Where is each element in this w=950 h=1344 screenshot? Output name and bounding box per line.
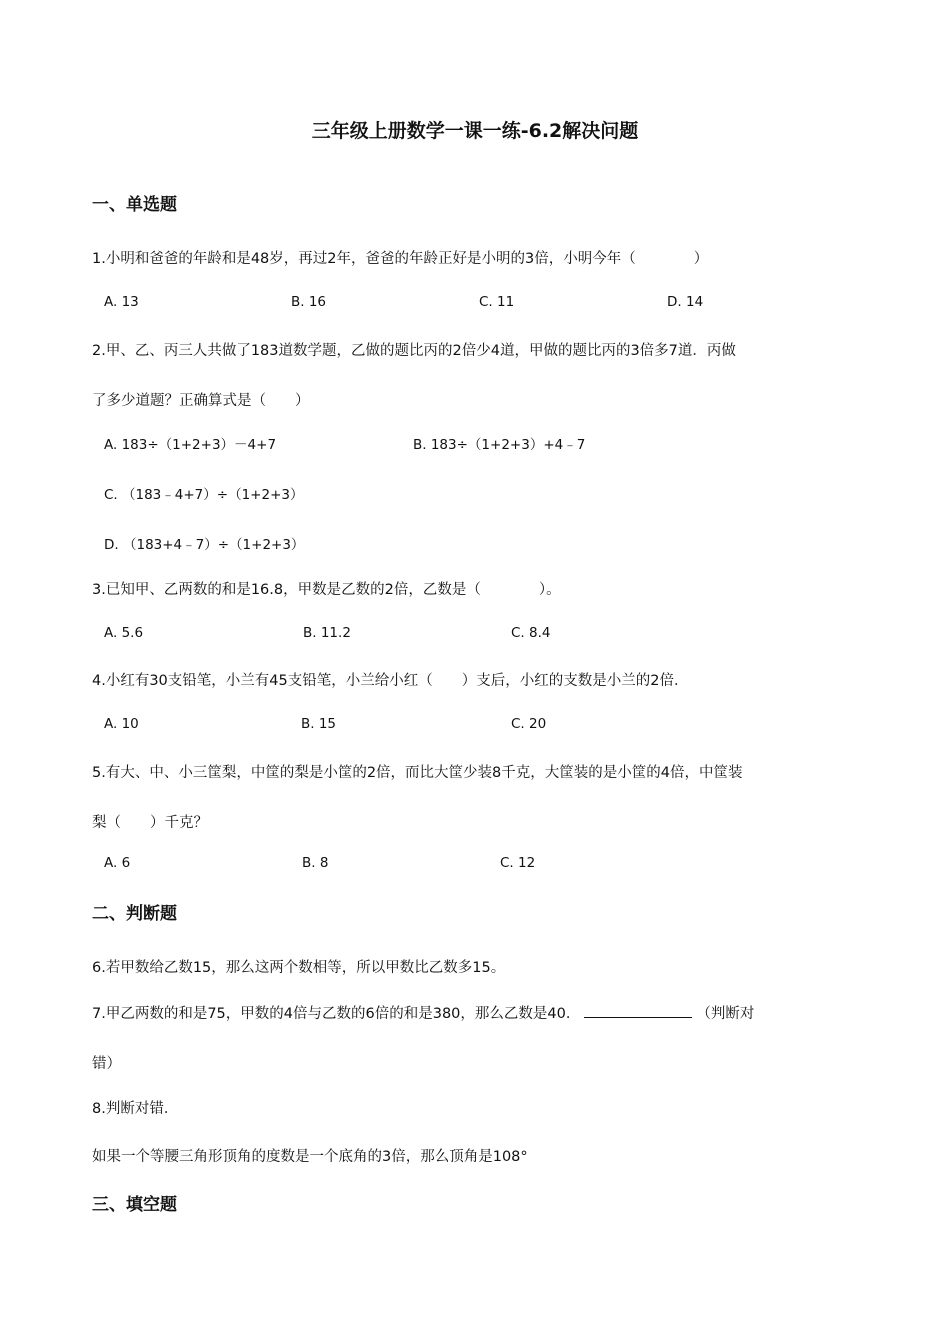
section-heading-true-false: 二、判断题 xyxy=(92,904,177,924)
question-7-answer-blank[interactable] xyxy=(584,1003,692,1018)
question-8-text-line-1: 8.判断对错． xyxy=(92,1101,179,1117)
question-1-option-d[interactable]: D. 14 xyxy=(667,294,704,310)
question-4-option-c[interactable]: C. 20 xyxy=(511,716,547,732)
question-1-option-b[interactable]: B. 16 xyxy=(291,294,327,310)
question-2-option-a[interactable]: A. 183÷（1+2+3）－4+7 xyxy=(104,437,277,453)
question-3-option-a[interactable]: A. 5.6 xyxy=(104,625,144,641)
question-5-option-c[interactable]: C. 12 xyxy=(500,855,536,871)
question-2-option-c[interactable]: C. （183﹣4+7）÷（1+2+3） xyxy=(104,487,304,503)
question-5-text-line-1: 5.有大、中、小三筐梨，中筐的梨是小筐的2倍，而比大筐少装8千克，大筐装的是小筐的4倍，中筐装 xyxy=(92,765,743,781)
question-4-option-b[interactable]: B. 15 xyxy=(301,716,337,732)
question-8-text-line-2: 如果一个等腰三角形顶角的度数是一个底角的3倍，那么顶角是108° xyxy=(92,1149,528,1165)
question-3-option-b[interactable]: B. 11.2 xyxy=(303,625,351,641)
question-5-option-a[interactable]: A. 6 xyxy=(104,855,131,871)
question-2-text-line-1: 2.甲、乙、丙三人共做了183道数学题，乙做的题比丙的2倍少4道，甲做的题比丙的3倍多7道．丙做 xyxy=(92,343,736,359)
question-3-option-c[interactable]: C. 8.4 xyxy=(511,625,551,641)
question-7-text-line-1 xyxy=(92,1002,754,1023)
section-heading-fill-blank: 三、填空题 xyxy=(92,1195,177,1215)
question-7-text-after-blank: （判断对 xyxy=(696,1006,755,1022)
question-2-option-d[interactable]: D. （183+4﹣7）÷（1+2+3） xyxy=(104,537,305,553)
question-5-text-line-2: 梨（ ）千克？ xyxy=(92,815,208,831)
question-6-text: 6.若甲数给乙数15，那么这两个数相等，所以甲数比乙数多15。 xyxy=(92,960,506,976)
document-title: 三年级上册数学一课一练-6.2解决问题 xyxy=(311,120,639,142)
question-5-option-b[interactable]: B. 8 xyxy=(302,855,329,871)
question-4-text: 4.小红有30支铅笔，小兰有45支铅笔，小兰给小红（ ）支后，小红的支数是小兰的2倍． xyxy=(92,673,689,689)
question-2-option-b[interactable]: B. 183÷（1+2+3）+4﹣7 xyxy=(413,437,586,453)
question-7-text-before-blank: 7.甲乙两数的和是75，甲数的4倍与乙数的6倍的和是380，那么乙数是40． xyxy=(92,1006,581,1022)
section-heading-single-choice: 一、单选题 xyxy=(92,195,177,215)
question-1-text: 1.小明和爸爸的年龄和是48岁，再过2年，爸爸的年龄正好是小明的3倍，小明今年（ ） xyxy=(92,251,709,267)
question-7-text-line-2: 错） xyxy=(92,1056,121,1072)
question-3-text: 3.已知甲、乙两数的和是16.8，甲数是乙数的2倍，乙数是（ ）。 xyxy=(92,582,561,598)
question-1-option-a[interactable]: A. 13 xyxy=(104,294,139,310)
question-2-text-line-2: 了多少道题？正确算式是（ ） xyxy=(92,393,310,409)
question-4-option-a[interactable]: A. 10 xyxy=(104,716,139,732)
question-1-option-c[interactable]: C. 11 xyxy=(479,294,515,310)
